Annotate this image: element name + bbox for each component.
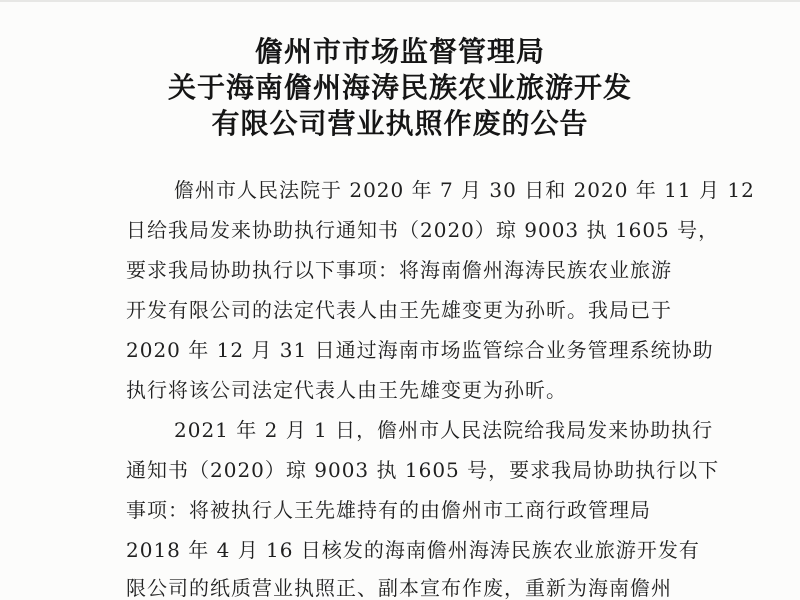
body-line-3: 要求我局协助执行以下事项：将海南儋州海涛民族农业旅游 [126, 258, 672, 282]
body-line-9: 事项：将被执行人王先雄持有的由儋州市工商行政管理局 [126, 498, 651, 522]
page-top-edge [0, 0, 800, 2]
title-line-2: 关于海南儋州海涛民族农业旅游开发 [167, 71, 632, 104]
body-line-8: 通知书（2020）琼 9003 执 1605 号，要求我局协助执行以下 [126, 458, 720, 482]
body-line-4: 开发有限公司的法定代表人由王先雄变更为孙昕。我局已于 [126, 298, 672, 322]
body-line-2: 日给我局发来协助执行通知书（2020）琼 9003 执 1605 号， [126, 218, 720, 242]
title-line-3: 有限公司营业执照作废的公告 [211, 107, 589, 140]
body-line-7: 2021 年 2 月 1 日，儋州市人民法院给我局发来协助执行 [174, 418, 714, 442]
body-line-11: 限公司的纸质营业执照正、副本宣布作废，重新为海南儋州 [126, 576, 672, 600]
title-line-1: 儋州市市场监督管理局 [254, 35, 545, 68]
body-line-1: 儋州市人民法院于 2020 年 7 月 30 日和 2020 年 11 月 12 [174, 178, 755, 202]
body-line-10: 2018 年 4 月 16 日核发的海南儋州海涛民族农业旅游开发有 [126, 538, 700, 562]
body-line-6: 执行将该公司法定代表人由王先雄变更为孙昕。 [126, 378, 567, 402]
body-line-5: 2020 年 12 月 31 日通过海南市场监管综合业务管理系统协助 [126, 338, 714, 362]
